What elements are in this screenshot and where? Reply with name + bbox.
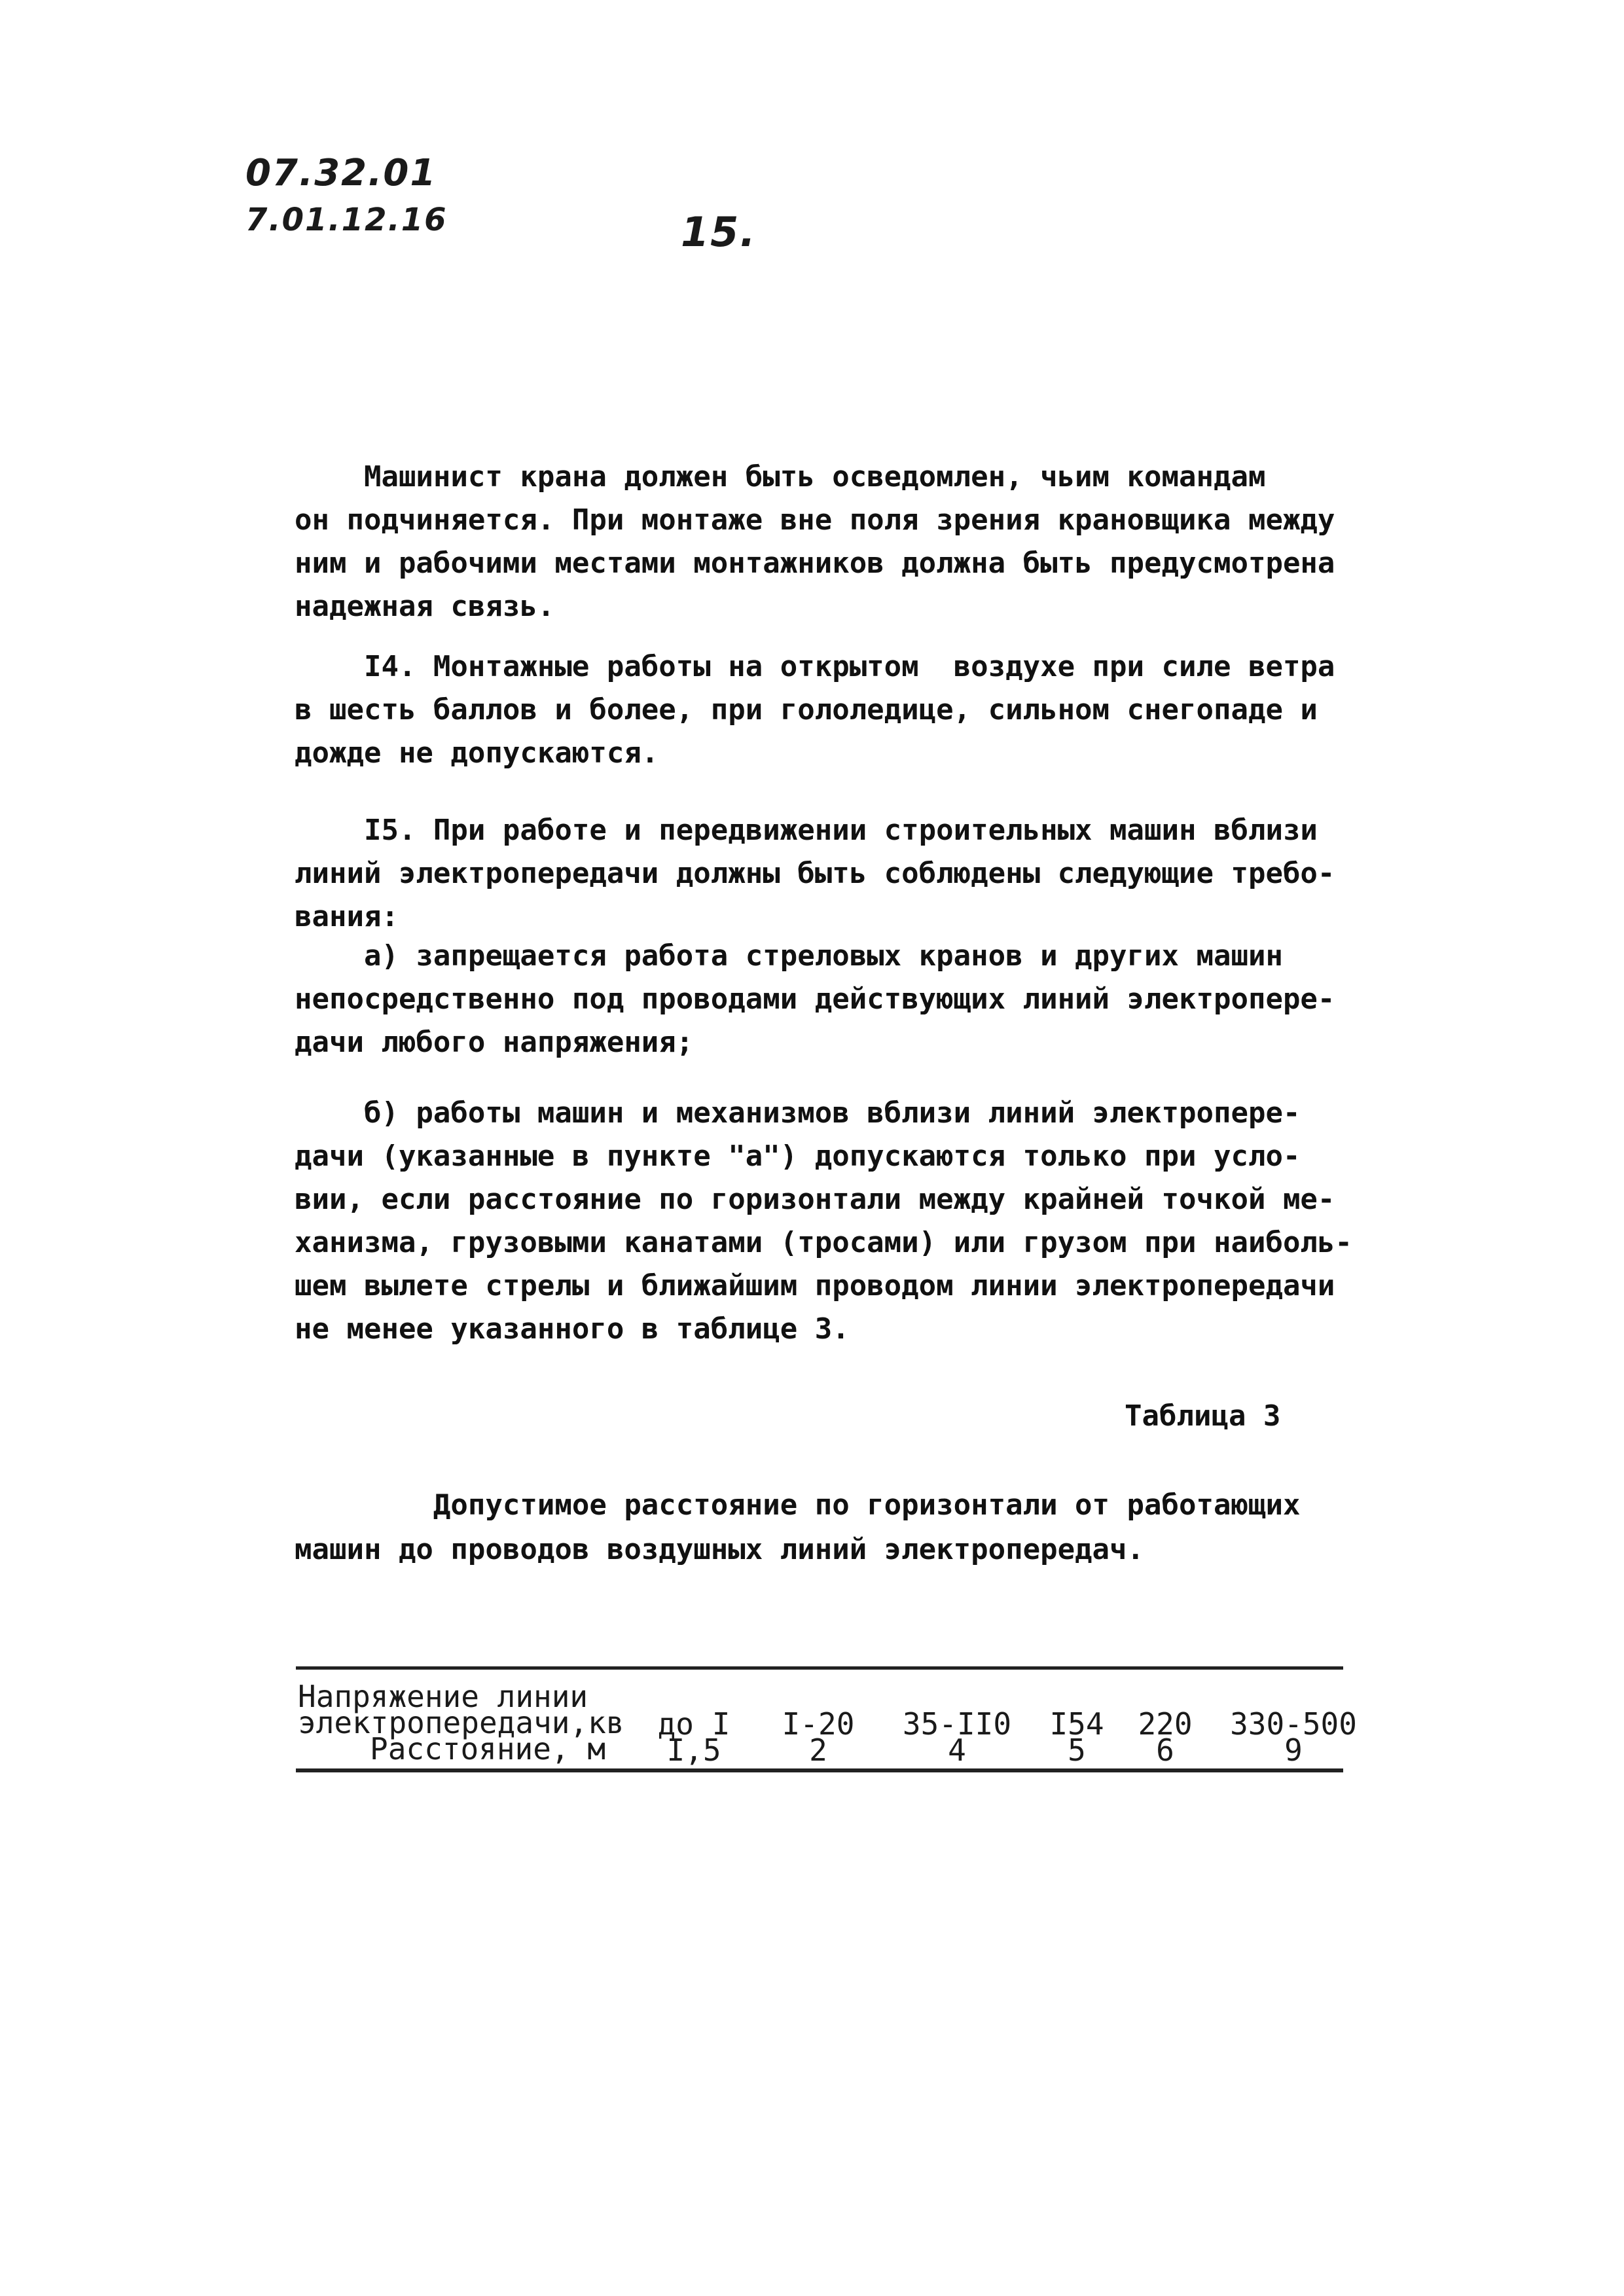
voltage-cell: 330-500 [1230, 1706, 1357, 1742]
voltage-label-line2: электропередачи,кв [298, 1705, 624, 1740]
paragraph-intro: Машинист крана должен быть осведомлен, чьим командам он подчиняется. При монтаже вне поля зрения крановщика между ним и рабочими местами монтажников должна быть предусмотрена надежная связь. [295, 460, 1335, 623]
table-top-rule [296, 1666, 1343, 1670]
distance-cell: 4 [948, 1732, 966, 1768]
voltage-cell: I-20 [782, 1706, 855, 1742]
paragraph-item-15: I5. При работе и передвижении строительных машин вблизи линий электропередачи должны быть соблюдены следующие требо- вания: [295, 814, 1335, 933]
paragraph-item-15b: б) работы машин и механизмов вблизи линий электропере- дачи (указанные в пункте "а") допускаются только при усло- вии, если расстояние по горизонтали между крайней точкой ме- ханизма, грузовыми канатами (тросами) или грузом при наиболь- шем вылете стрелы и ближайшим проводом линии электропередачи не менее указанного в таблице 3. [295, 1096, 1352, 1346]
distance-cell: 5 [1068, 1732, 1086, 1768]
page-number: 15. [681, 208, 757, 256]
table-caption: Таблица 3 [1125, 1399, 1281, 1433]
voltage-label-line1: Напряжение линии [298, 1679, 588, 1714]
document-code: 07.32.01 [245, 152, 437, 194]
paragraph-item-14: I4. Монтажные работы на открытом воздухе при силе ветра в шесть баллов и более, при гололедице, сильном снегопаде и дожде не допускаются. [295, 650, 1335, 770]
table-title: Допустимое расстояние по горизонтали от работающих машин до проводов воздушных линий электропередач. [295, 1488, 1301, 1566]
distance-cell: 9 [1284, 1732, 1303, 1768]
table-bottom-rule [296, 1768, 1343, 1772]
distance-cell: I,5 [666, 1732, 721, 1768]
voltage-cell: I54 [1049, 1706, 1104, 1742]
voltage-cell: 220 [1138, 1706, 1193, 1742]
distance-label: Расстояние, м [370, 1731, 606, 1767]
distance-cell: 2 [809, 1732, 827, 1768]
distance-cell: 6 [1156, 1732, 1174, 1768]
paragraph-item-15a: а) запрещается работа стреловых кранов и других машин непосредственно под проводами действующих линий электропере- дачи любого напряжения; [295, 939, 1335, 1059]
voltage-cell: до I [657, 1706, 731, 1742]
voltage-cell: 35-II0 [902, 1706, 1012, 1742]
document-date-code: 7.01.12.16 [245, 202, 448, 238]
